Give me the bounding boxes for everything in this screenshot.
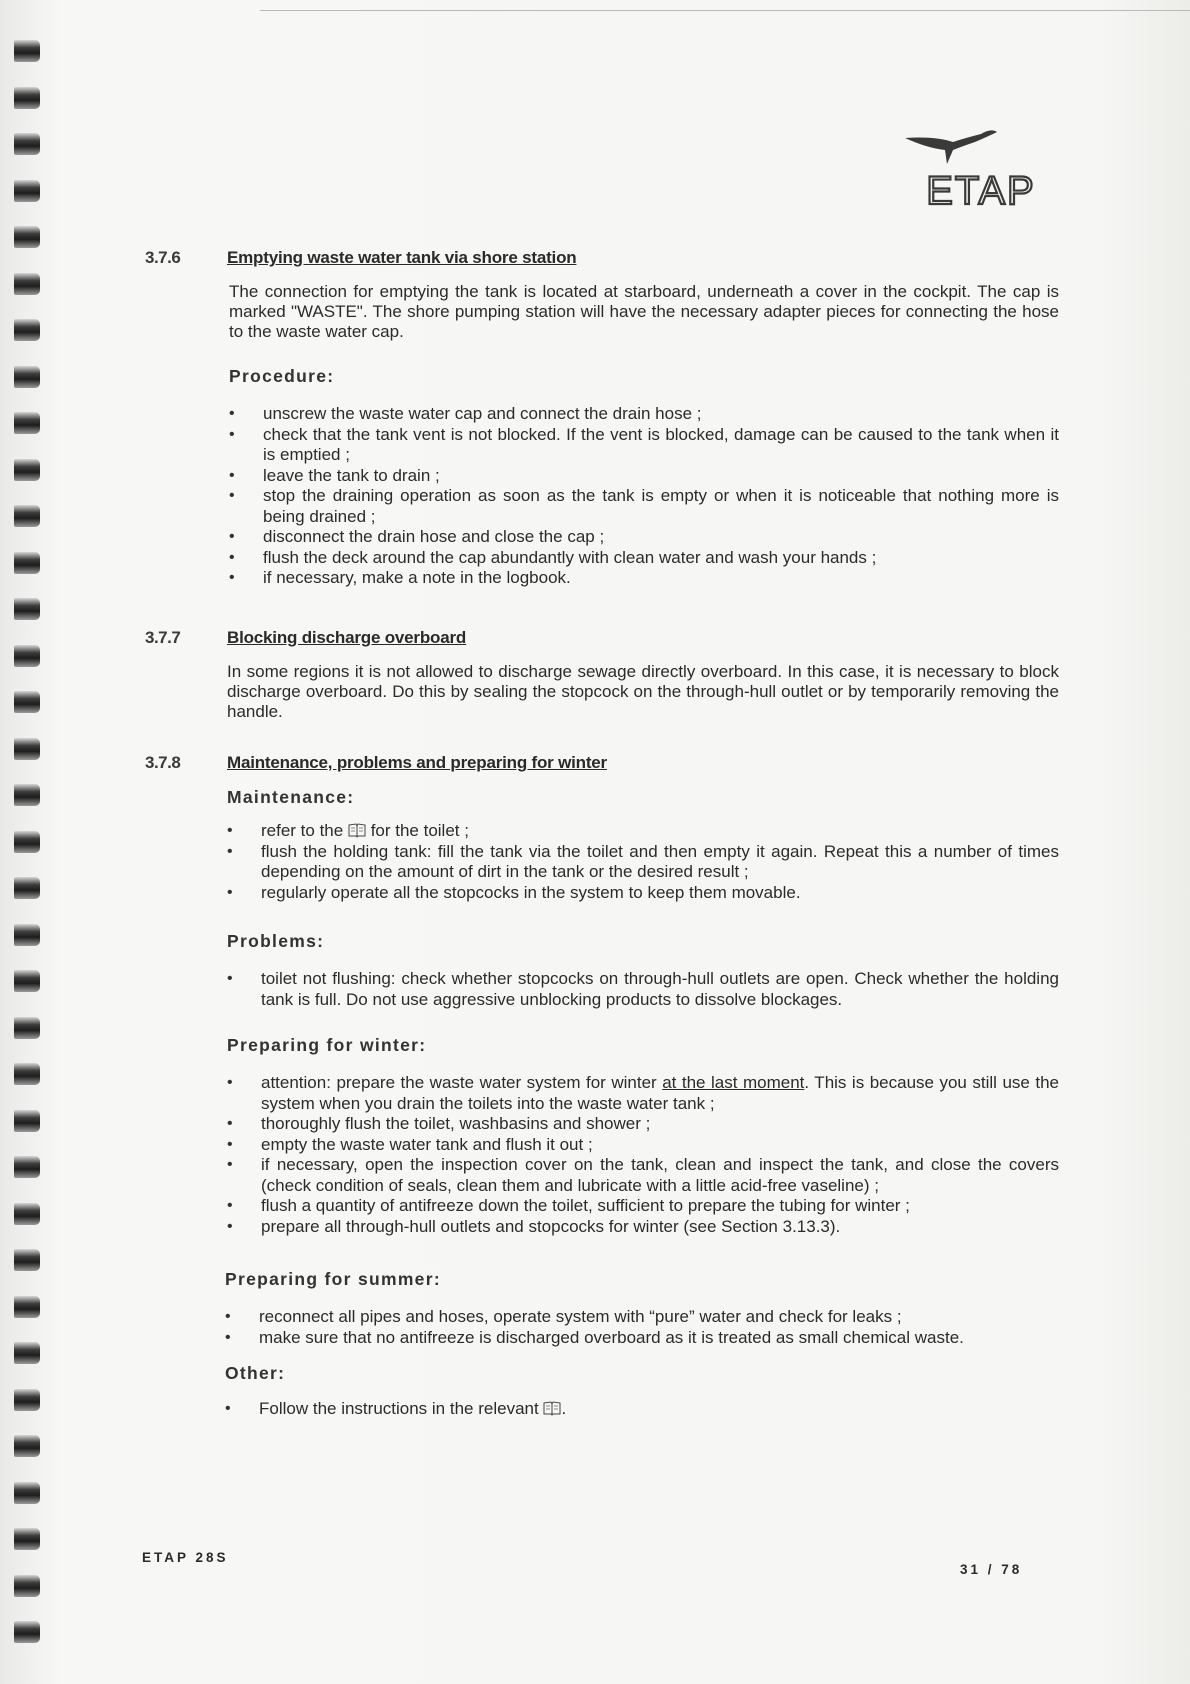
binding-ring bbox=[14, 691, 40, 713]
list-item: • empty the waste water tank and flush it out ; bbox=[227, 1135, 1059, 1156]
book-icon bbox=[543, 1401, 561, 1416]
list-item: • flush the deck around the cap abundantly with clean water and wash your hands ; bbox=[229, 548, 1059, 569]
list-item: • check that the tank vent is not blocked. If the vent is blocked, damage can be caused to the tank when it is emptied ; bbox=[229, 425, 1059, 466]
list-item: • leave the tank to drain ; bbox=[229, 466, 1059, 487]
procedure-list bbox=[229, 404, 1059, 589]
footer-model: ETAP 28S bbox=[142, 1550, 229, 1565]
list-item bbox=[227, 821, 1059, 842]
logo-text: ETAP bbox=[926, 169, 1036, 210]
binding-ring bbox=[14, 133, 40, 155]
maintenance-list bbox=[227, 821, 1059, 903]
item-text: Follow the instructions in the relevant bbox=[259, 1399, 539, 1418]
binding-ring bbox=[14, 1017, 40, 1039]
binding-ring bbox=[14, 459, 40, 481]
winter-heading: Preparing for winter: bbox=[227, 1035, 427, 1055]
list-item: • stop the draining operation as soon as the tank is empty or when it is noticeable that nothing more is being drained ; bbox=[229, 486, 1059, 527]
item-text: refer to the bbox=[261, 821, 344, 840]
binding-ring bbox=[14, 1389, 40, 1411]
item-text: . bbox=[561, 1399, 567, 1418]
section-intro: The connection for emptying the tank is located at starboard, underneath a cover in the cockpit. The cap is marked "WASTE". The shore pumping station will have the necessary adapter pieces for connecting the hose to the waste water cap. bbox=[229, 282, 1059, 341]
binding-ring bbox=[14, 1110, 40, 1132]
list-item: • if necessary, make a note in the logbook. bbox=[229, 568, 1059, 589]
binding-ring bbox=[14, 1296, 40, 1318]
bird-icon bbox=[905, 128, 1057, 210]
list-item: • toilet not flushing: check whether stopcocks on through-hull outlets are open. Check whether the holding tank is full. Do not use aggressive unblocking products to dissolve blockages. bbox=[227, 969, 1059, 1010]
problems-heading: Problems: bbox=[227, 931, 325, 951]
emphasis-text: at the last moment bbox=[662, 1073, 805, 1092]
etap-logo bbox=[905, 128, 1057, 210]
list-item: • unscrew the waste water cap and connect the drain hose ; bbox=[229, 404, 1059, 425]
winter-list bbox=[227, 1073, 1059, 1237]
item-text: attention: prepare the waste water system for winter bbox=[261, 1073, 657, 1092]
binding-ring bbox=[14, 1435, 40, 1457]
section-title: Blocking discharge overboard bbox=[227, 628, 467, 647]
list-item: • if necessary, open the inspection cover on the tank, clean and inspect the tank, and close the covers (check condition of seals, clean them and lubricate with a little acid-free vaseline) ; bbox=[227, 1155, 1059, 1196]
binding-ring bbox=[14, 226, 40, 248]
binding-ring bbox=[14, 1575, 40, 1597]
other-heading: Other: bbox=[225, 1363, 286, 1383]
top-rule bbox=[260, 10, 1190, 11]
item-text: for the toilet ; bbox=[370, 821, 469, 840]
binding-ring bbox=[14, 40, 40, 62]
other-list bbox=[225, 1399, 1059, 1420]
binding-ring bbox=[14, 970, 40, 992]
list-item: • thoroughly flush the toilet, washbasins and shower ; bbox=[227, 1114, 1059, 1135]
item-text: . This is because you still use the system when you drain the toilets into the waste water tank ; bbox=[261, 1073, 1059, 1113]
binding-ring bbox=[14, 1528, 40, 1550]
binding-ring bbox=[14, 831, 40, 853]
section-intro: In some regions it is not allowed to discharge sewage directly overboard. In this case, it is necessary to block discharge overboard. Do this by sealing the stopcock on the through-hull outlet or by temporarily removing the handle. bbox=[227, 662, 1059, 721]
book-icon bbox=[348, 823, 366, 838]
binding-ring bbox=[14, 784, 40, 806]
binding-ring bbox=[14, 552, 40, 574]
footer-page-number: 31 / 78 bbox=[960, 1562, 1023, 1577]
binding-ring bbox=[14, 180, 40, 202]
binding-ring bbox=[14, 366, 40, 388]
binding-ring bbox=[14, 645, 40, 667]
list-item: • flush the holding tank: fill the tank via the toilet and then empty it again. Repeat this a number of times depending on the amount of dirt in the tank or the desired result ; bbox=[227, 842, 1059, 883]
binding-ring bbox=[14, 924, 40, 946]
binding-ring bbox=[14, 273, 40, 295]
binding-ring bbox=[14, 598, 40, 620]
problems-list bbox=[227, 969, 1059, 1010]
list-item: • disconnect the drain hose and close the cap ; bbox=[229, 527, 1059, 548]
list-item: • regularly operate all the stopcocks in the system to keep them movable. bbox=[227, 883, 1059, 904]
summer-list bbox=[225, 1307, 1059, 1348]
list-item: • make sure that no antifreeze is discharged overboard as it is treated as small chemical waste. bbox=[225, 1328, 1059, 1349]
procedure-heading: Procedure: bbox=[229, 366, 335, 386]
binding-ring bbox=[14, 1482, 40, 1504]
binding-ring bbox=[14, 1342, 40, 1364]
section-number: 3.7.7 bbox=[145, 628, 181, 647]
binding-ring bbox=[14, 877, 40, 899]
binding-ring bbox=[14, 1156, 40, 1178]
section-number: 3.7.8 bbox=[145, 753, 181, 772]
list-item bbox=[227, 1073, 1059, 1114]
list-item: • flush a quantity of antifreeze down the toilet, sufficient to prepare the tubing for winter ; bbox=[227, 1196, 1059, 1217]
binding-ring bbox=[14, 1063, 40, 1085]
binding-ring bbox=[14, 412, 40, 434]
binding-ring bbox=[14, 1621, 40, 1643]
binding-ring bbox=[14, 1203, 40, 1225]
section-number: 3.7.6 bbox=[145, 248, 181, 267]
section-title: Maintenance, problems and preparing for winter bbox=[227, 753, 607, 772]
spiral-binding bbox=[8, 30, 48, 1650]
binding-ring bbox=[14, 1249, 40, 1271]
maintenance-heading: Maintenance: bbox=[227, 787, 355, 807]
binding-ring bbox=[14, 505, 40, 527]
binding-ring bbox=[14, 738, 40, 760]
binding-ring bbox=[14, 319, 40, 341]
section-title: Emptying waste water tank via shore station bbox=[227, 248, 577, 267]
binding-ring bbox=[14, 87, 40, 109]
list-item: • prepare all through-hull outlets and stopcocks for winter (see Section 3.13.3). bbox=[227, 1217, 1059, 1238]
list-item bbox=[225, 1399, 1059, 1420]
list-item: • reconnect all pipes and hoses, operate system with “pure” water and check for leaks ; bbox=[225, 1307, 1059, 1328]
summer-heading: Preparing for summer: bbox=[225, 1269, 441, 1289]
